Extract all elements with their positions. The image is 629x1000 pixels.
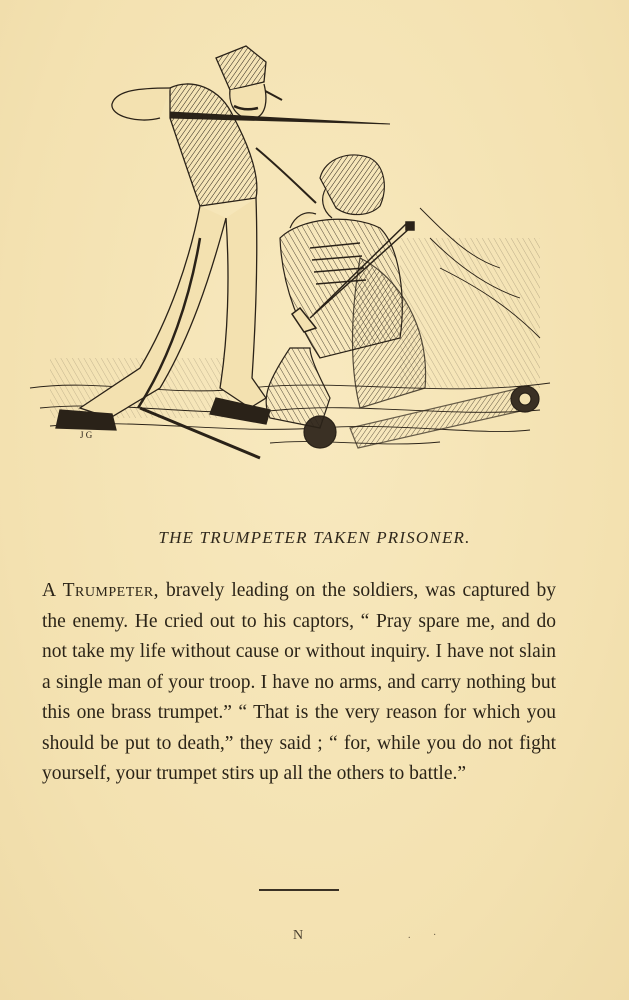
lead-word: A Trumpeter, <box>42 580 160 601</box>
stray-marks: . · <box>408 930 447 941</box>
illustration-caption: THE TRUMPETER TAKEN PRISONER. <box>158 528 471 547</box>
engraving-illustration <box>20 38 570 468</box>
trumpeter-figure <box>266 155 425 428</box>
fable-text <box>42 576 556 790</box>
section-divider <box>259 889 339 891</box>
artist-initials: J G <box>80 430 93 440</box>
fable-body: bravely leading on the soldiers, was captured by the enemy. He cried out to his captors, “ Pray spare me, and do not take my life without cause or without inquiry. I have not slain a single man of your troop. I have no arms, and carry nothing but this one brass trumpet.” “ That is the very reason for which you should be put to death,” they said ; “ for, while you do not fight yourself, your trumpet stirs up all the others to battle.” <box>42 580 556 784</box>
fable-paragraph <box>42 576 556 790</box>
signature-mark: N <box>293 928 304 943</box>
